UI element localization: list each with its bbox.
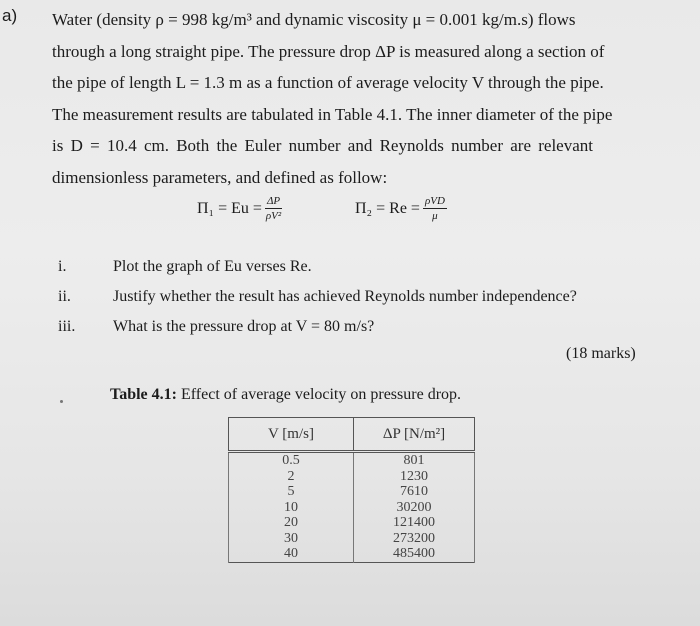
euler-numerator: ΔP xyxy=(266,195,281,207)
velocity-cell: 30 xyxy=(229,531,354,547)
pressure-cell: 121400 xyxy=(354,515,475,531)
euler-fraction xyxy=(265,195,282,223)
table-row xyxy=(229,500,475,516)
statement-line: dimensionless parameters, and defined as follow: xyxy=(52,167,388,187)
table-row xyxy=(229,546,475,562)
column-header-pressure-drop: ΔP [N/m²] xyxy=(354,418,475,452)
statement-line: through a long straight pipe. The pressure drop ΔP is measured along a section of xyxy=(52,41,605,61)
euler-lhs: Π₁ = Eu = xyxy=(197,200,262,217)
velocity-cell: 2 xyxy=(229,469,354,485)
reynolds-numerator: ρVD xyxy=(424,195,445,207)
bullet-dot xyxy=(60,400,63,403)
statement-line: is D = 10.4 cm. Both the Euler number and Reynolds number are relevant xyxy=(52,136,593,155)
pressure-cell: 7610 xyxy=(354,484,475,500)
table-row xyxy=(229,531,475,547)
table-caption xyxy=(110,386,461,404)
statement-line: The measurement results are tabulated in Table 4.1. The inner diameter of the pipe xyxy=(52,104,613,124)
table-row xyxy=(229,452,475,469)
marks-label: (18 marks) xyxy=(566,345,636,362)
velocity-cell: 0.5 xyxy=(229,452,354,469)
table-row xyxy=(229,484,475,500)
reynolds-fraction xyxy=(423,195,447,223)
statement-line: Water (density ρ = 998 kg/m³ and dynamic viscosity μ = 0.001 kg/m.s) flows xyxy=(52,10,576,29)
question-number: iii. xyxy=(58,318,76,335)
reynolds-equation xyxy=(355,195,447,223)
question-text: Plot the graph of Eu verses Re. xyxy=(113,258,312,275)
reynolds-lhs: Π₂ = Re = xyxy=(355,200,420,217)
question-number: ii. xyxy=(58,288,71,305)
euler-equation xyxy=(197,195,282,223)
question-number: i. xyxy=(58,258,67,275)
velocity-pressure-table xyxy=(228,417,475,563)
reynolds-denominator: μ xyxy=(432,210,438,222)
question-text: Justify whether the result has achieved Reynolds number independence? xyxy=(113,288,577,305)
pressure-cell: 485400 xyxy=(354,546,475,562)
velocity-cell: 5 xyxy=(229,484,354,500)
problem-label: a) xyxy=(2,6,18,25)
pressure-cell: 801 xyxy=(354,452,475,469)
problem-statement xyxy=(52,4,656,193)
pressure-cell: 273200 xyxy=(354,531,475,547)
question-text: What is the pressure drop at V = 80 m/s? xyxy=(113,318,375,335)
pressure-cell: 1230 xyxy=(354,469,475,485)
table-row xyxy=(229,515,475,531)
euler-denominator: ρV² xyxy=(265,210,282,222)
table-row xyxy=(229,469,475,485)
pressure-cell: 30200 xyxy=(354,500,475,516)
table-caption-text: Effect of average velocity on pressure drop. xyxy=(176,386,462,403)
statement-line: the pipe of length L = 1.3 m as a function of average velocity V through the pipe. xyxy=(52,73,604,92)
velocity-cell: 10 xyxy=(229,500,354,516)
velocity-cell: 20 xyxy=(229,515,354,531)
table-caption-label: Table 4.1: xyxy=(110,386,177,403)
velocity-cell: 40 xyxy=(229,546,354,562)
column-header-velocity: V [m/s] xyxy=(229,418,354,452)
